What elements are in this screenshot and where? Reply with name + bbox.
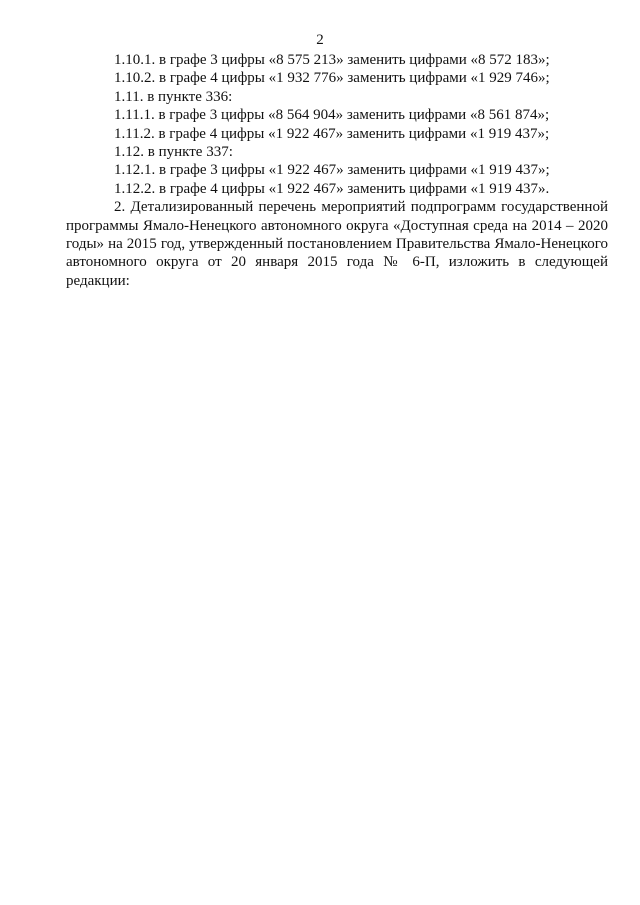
amendment-line: 1.10.2. в графе 4 цифры «1 932 776» заменить цифрами «1 929 746»; — [114, 70, 550, 87]
document-body — [66, 51, 608, 290]
amendment-line: 1.12.1. в графе 3 цифры «1 922 467» заменить цифрами «1 919 437»; — [114, 162, 550, 179]
amendment-line: 1.11.2. в графе 4 цифры «1 922 467» заменить цифрами «1 919 437»; — [114, 125, 550, 142]
amendment-line: 1.11.1. в графе 3 цифры «8 564 904» заменить цифрами «8 561 874»; — [114, 107, 550, 124]
page-number: 2 — [316, 32, 324, 48]
section-heading-line: 1.12. в пункте 337: — [114, 144, 233, 161]
paragraph-2: 2. Детализированный перечень мероприятий подпрограмм государственной программы Ямало-Ненецкого автономного округа «Доступная среда на 2014 – 2020 годы» на 2015 год, утвержденный постановлением Правительства Ямало-Ненецкого автономного округа от 20 января 2015 года № 6-П, изложить в следующей редакции: — [66, 199, 608, 289]
amendment-line: 1.12.2. в графе 4 цифры «1 922 467» заменить цифрами «1 919 437». — [114, 180, 550, 197]
amendment-line: 1.10.1. в графе 3 цифры «8 575 213» заменить цифрами «8 572 183»; — [114, 52, 550, 68]
section-heading-line: 1.11. в пункте 336: — [114, 88, 233, 105]
